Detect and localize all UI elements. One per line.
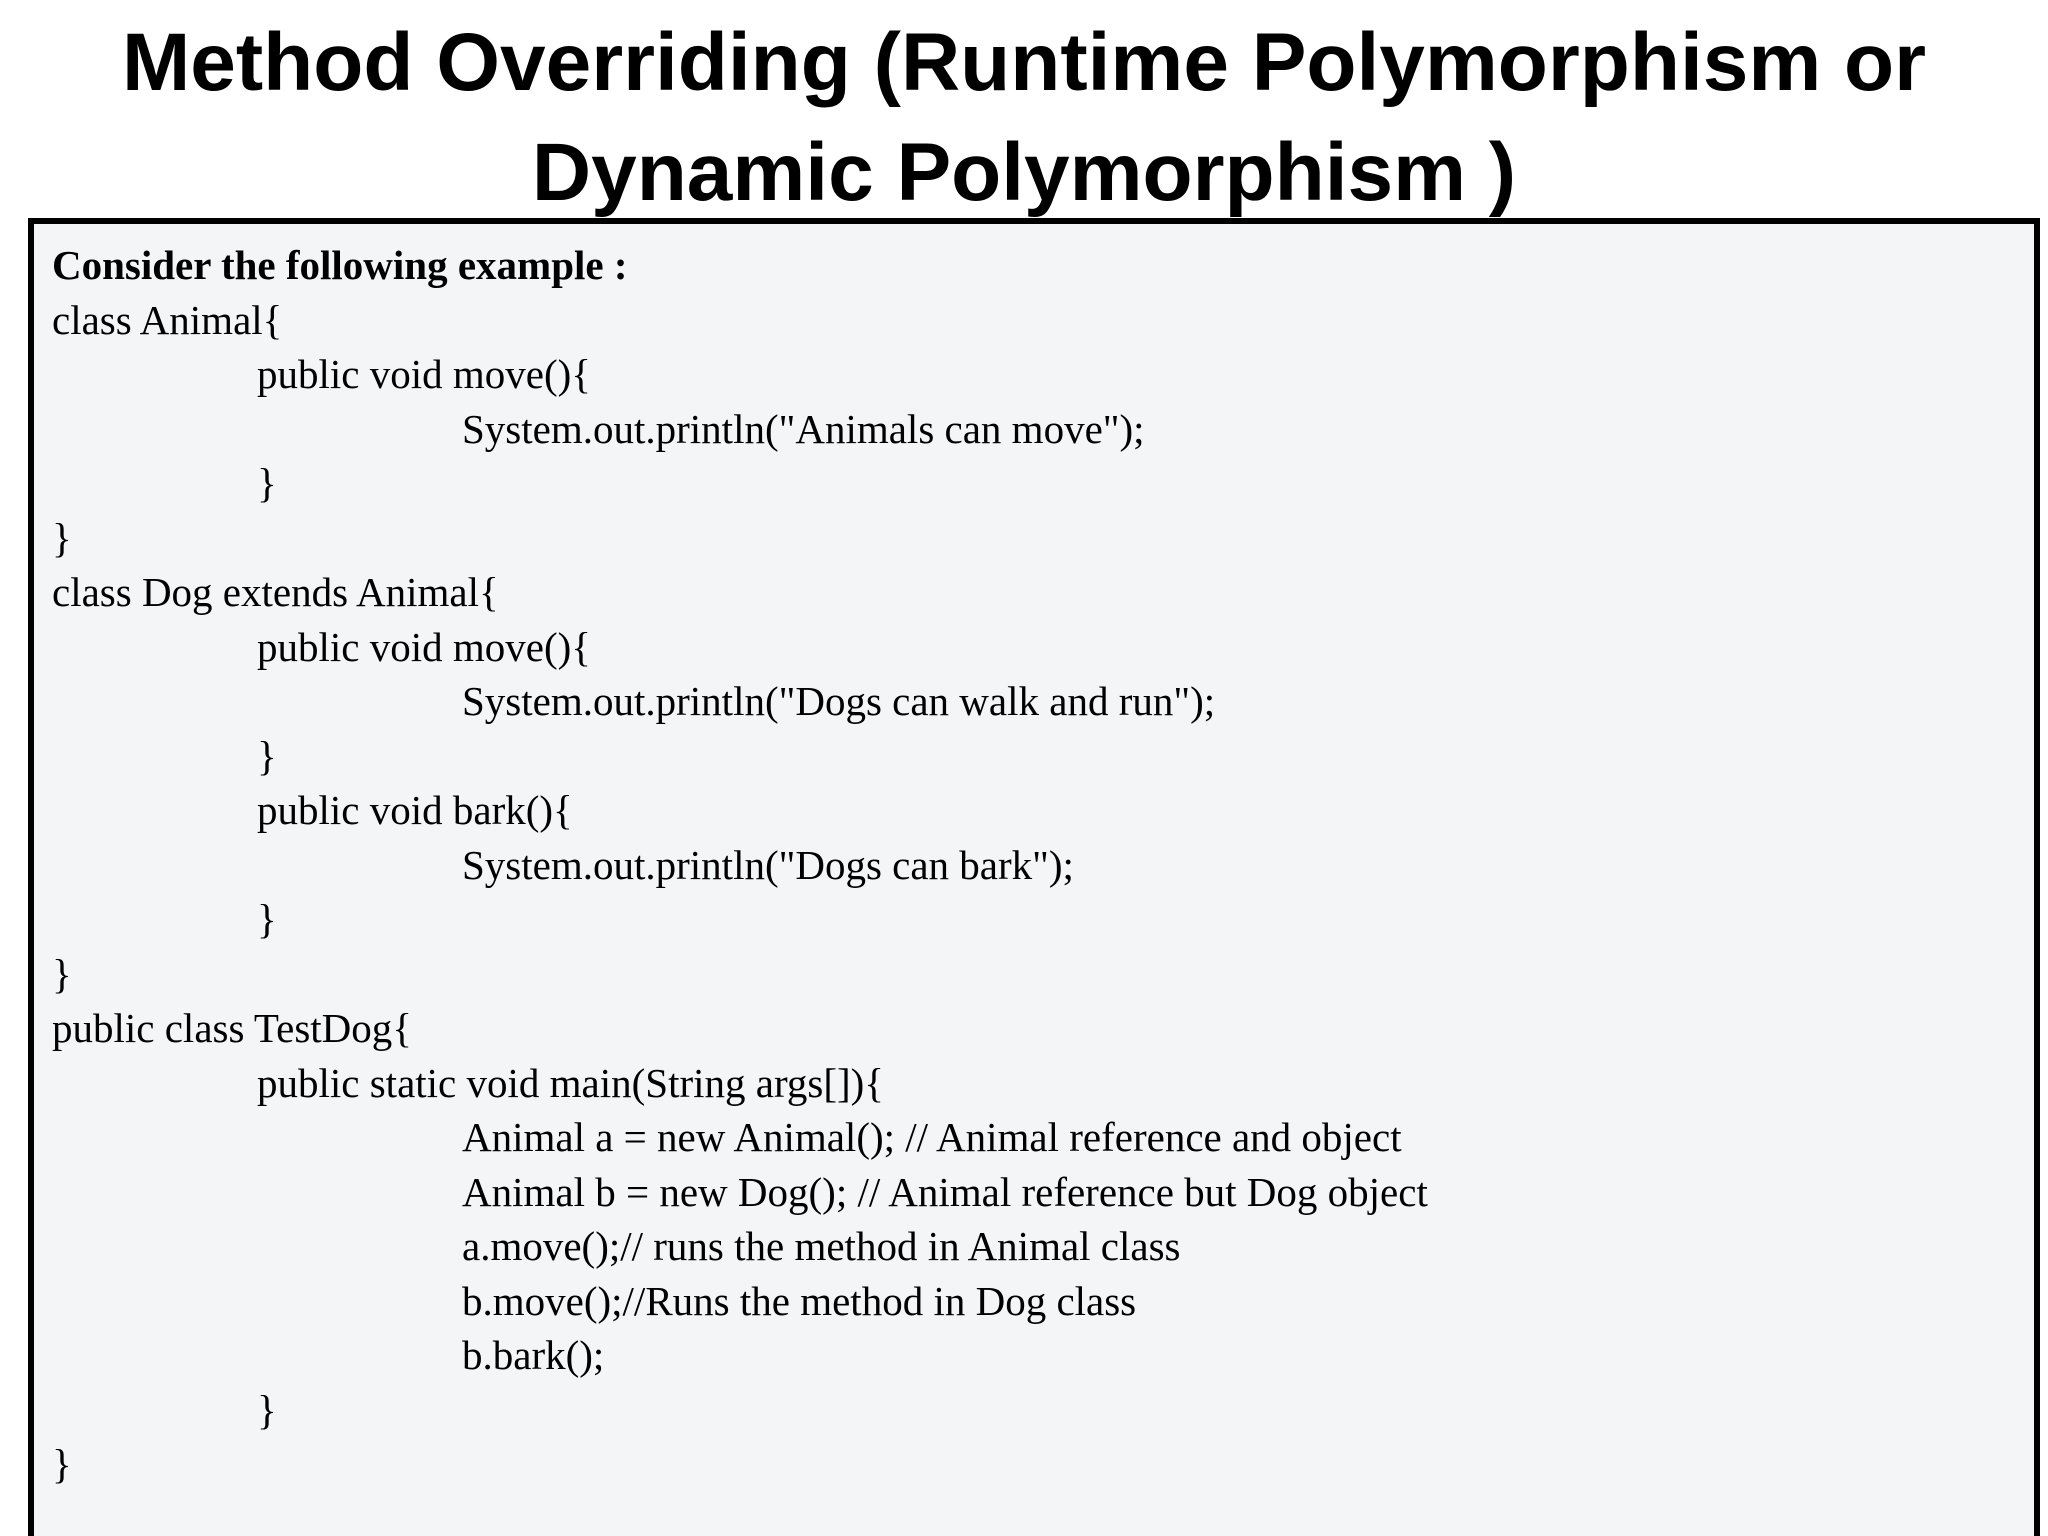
code-line: } xyxy=(257,896,277,942)
code-line: System.out.println("Animals can move"); xyxy=(462,405,1145,452)
code-line: public class TestDog{ xyxy=(52,1005,412,1051)
code-line: class Dog extends Animal{ xyxy=(52,569,499,615)
code-line: public void bark(){ xyxy=(257,787,573,833)
code-line: public static void main(String args[]){ xyxy=(257,1059,884,1106)
code-line: } xyxy=(257,732,277,779)
code-line: } xyxy=(52,514,72,561)
title-line-1: Method Overriding (Runtime Polymorphism or xyxy=(121,17,1927,108)
code-line: b.bark(); xyxy=(462,1332,605,1378)
code-line: System.out.println("Dogs can walk and run"); xyxy=(462,678,1216,724)
code-lines xyxy=(34,238,2034,1492)
code-line: a.move();// runs the method in Animal class xyxy=(462,1223,1181,1269)
code-line: public void move(){ xyxy=(257,623,591,670)
code-line: class Animal{ xyxy=(52,296,283,343)
code-line: } xyxy=(52,950,72,997)
code-line: System.out.println("Dogs can bark"); xyxy=(462,841,1074,888)
code-line: } xyxy=(257,460,277,506)
title-line-2: Dynamic Polymorphism ) xyxy=(531,127,1517,218)
code-line: } xyxy=(257,1386,277,1433)
code-line: public void move(){ xyxy=(257,351,591,397)
code-line: } xyxy=(52,1441,72,1487)
page-title xyxy=(0,8,2048,228)
code-line: Animal a = new Animal(); // Animal reference and object xyxy=(462,1114,1402,1160)
code-example-box xyxy=(28,218,2040,1536)
intro-text: Consider the following example : xyxy=(52,242,628,288)
code-line: b.move();//Runs the method in Dog class xyxy=(462,1277,1137,1324)
code-line: Animal b = new Dog(); // Animal reference but Dog object xyxy=(462,1168,1428,1215)
